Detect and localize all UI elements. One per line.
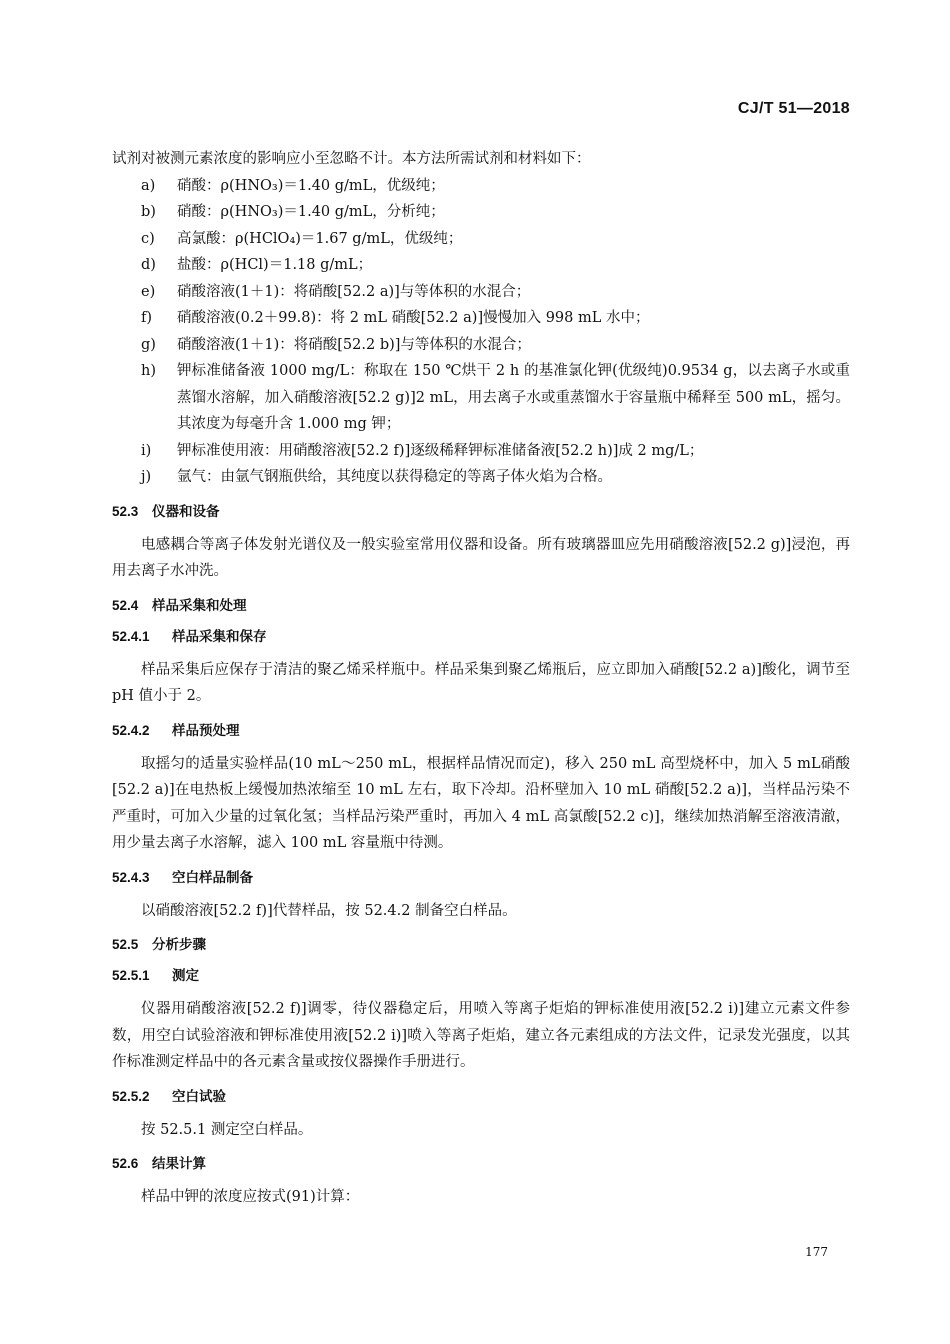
section-number: 52.6 <box>112 1156 139 1171</box>
section-heading-52-4-2 <box>112 721 850 741</box>
item-mark: b) <box>141 204 156 220</box>
section-heading-52-4 <box>112 596 850 616</box>
list-item <box>112 199 850 226</box>
section-heading-52-4-1 <box>112 627 850 647</box>
reagent-list <box>112 173 850 491</box>
section-heading-52-3 <box>112 502 850 522</box>
list-item <box>112 279 850 306</box>
section-number: 52.5.2 <box>112 1088 150 1104</box>
item-mark: d) <box>141 257 156 273</box>
item-mark: i) <box>141 442 152 459</box>
intro-paragraph: 试剂对被测元素浓度的影响应小至忽略不计。本方法所需试剂和材料如下： <box>112 151 591 167</box>
section-title: 样品采集和处理 <box>152 597 247 613</box>
item-mark: j) <box>141 469 152 485</box>
section-heading-52-5 <box>112 935 850 955</box>
item-mark: a) <box>141 177 156 194</box>
section-body: 样品采集后应保存于清洁的聚乙烯采样瓶中。样品采集到聚乙烯瓶后，应立即加入硝酸[52.2 a)]酸化，调节至 pH 值小于 2。 <box>112 661 850 704</box>
list-item <box>112 173 850 200</box>
section-number: 52.5.1 <box>112 968 150 983</box>
page-content <box>112 146 850 1211</box>
section-number: 52.5 <box>112 937 139 952</box>
section-body: 以硝酸溶液[52.2 f)]代替样品，按 52.4.2 制备空白样品。 <box>141 902 517 919</box>
section-title: 空白样品制备 <box>172 869 253 885</box>
standard-code: CJ/T 51—2018 <box>737 100 850 117</box>
item-text: 钾标准储备液 1000 mg/L：称取在 150 ℃烘干 2 h 的基准氯化钾(优级纯)0.9534 g，以去离子水或重蒸馏水溶解，加入硝酸溶液[52.2 g)]2 mL，用去离子水或重蒸馏水于容量瓶中稀释至 500 mL，摇匀。其浓度为每毫升含 1.000 mg 钾； <box>177 363 850 432</box>
item-text: 硝酸溶液(1＋1)：将硝酸[52.2 b)]与等体积的水混合； <box>177 336 531 353</box>
page-number: 177 <box>805 1245 828 1259</box>
item-text: 钾标准使用液：用硝酸溶液[52.2 f)]逐级稀释钾标准储备液[52.2 h)]成 2 mg/L； <box>177 442 704 459</box>
list-item <box>112 332 850 359</box>
list-item <box>112 438 850 465</box>
section-title: 空白试验 <box>172 1088 226 1104</box>
section-number: 52.4 <box>112 597 139 613</box>
section-title: 样品预处理 <box>172 722 240 738</box>
section-title: 仪器和设备 <box>152 503 220 519</box>
section-title: 样品采集和保存 <box>172 628 267 644</box>
section-body: 仪器用硝酸溶液[52.2 f)]调零，待仪器稳定后，用喷入等离子炬焰的钾标准使用液[52.2 i)]建立元素文件参数，用空白试验溶液和钾标准使用液[52.2 i)]喷入等离子炬焰，建立各元素组成的方法文件，记录发光强度，以其作标准测定样品中的各元素含量或按仪器操作手册进行。 <box>112 1001 850 1070</box>
item-mark: c) <box>141 230 155 247</box>
item-text: 硝酸溶液(1＋1)：将硝酸[52.2 a)]与等体积的水混合； <box>177 283 531 300</box>
list-item <box>112 358 850 438</box>
section-heading-52-6 <box>112 1154 850 1174</box>
section-title: 测定 <box>172 968 199 983</box>
section-body: 按 52.5.1 测定空白样品。 <box>141 1121 313 1138</box>
list-item <box>112 305 850 332</box>
section-heading-52-5-1 <box>112 966 850 986</box>
section-title: 结果计算 <box>152 1156 206 1171</box>
item-mark: g) <box>141 336 156 353</box>
section-body: 电感耦合等离子体发射光谱仪及一般实验室常用仪器和设备。所有玻璃器皿应先用硝酸溶液[52.2 g)]浸泡，再用去离子水冲洗。 <box>112 536 850 579</box>
list-item <box>112 464 850 491</box>
item-mark: e) <box>141 283 156 300</box>
item-text: 硝酸：ρ(HNO₃)＝1.40 g/mL，优级纯； <box>177 177 445 194</box>
section-number: 52.3 <box>112 503 139 519</box>
item-text: 硝酸溶液(0.2＋99.8)：将 2 mL 硝酸[52.2 a)]慢慢加入 998 mL 水中； <box>177 310 650 326</box>
section-heading-52-5-2 <box>112 1087 850 1107</box>
item-mark: f) <box>141 310 153 326</box>
section-number: 52.4.3 <box>112 869 150 885</box>
item-mark: h) <box>141 363 156 379</box>
section-number: 52.4.2 <box>112 722 150 738</box>
section-title: 分析步骤 <box>152 937 206 952</box>
list-item <box>112 252 850 279</box>
item-text: 盐酸：ρ(HCl)＝1.18 g/mL； <box>177 257 373 273</box>
section-body: 样品中钾的浓度应按式(91)计算： <box>141 1189 360 1205</box>
item-text: 高氯酸：ρ(HClO₄)＝1.67 g/mL，优级纯； <box>177 230 463 247</box>
section-body: 取摇匀的适量实验样品(10 mL～250 mL，根据样品情况而定)，移入 250 mL 高型烧杯中，加入 5 mL硝酸[52.2 a)]在电热板上缓慢加热浓缩至 10 mL 左右，取下冷却。沿杯壁加入 10 mL 硝酸[52.2 a)]，当样品污染不严重时，可加入少量的过氧化氢；当样品污染严重时，再加入 4 mL 高氯酸[52.2 c)]，继续加热消解至溶液清澈，用少量去离子水溶解，滤入 100 mL 容量瓶中待测。 <box>112 755 850 851</box>
item-text: 氩气：由氩气钢瓶供给，其纯度以获得稳定的等离子体火焰为合格。 <box>177 469 612 485</box>
list-item <box>112 226 850 253</box>
section-heading-52-4-3 <box>112 868 850 888</box>
item-text: 硝酸：ρ(HNO₃)＝1.40 g/mL，分析纯； <box>177 204 445 220</box>
section-number: 52.4.1 <box>112 628 150 644</box>
